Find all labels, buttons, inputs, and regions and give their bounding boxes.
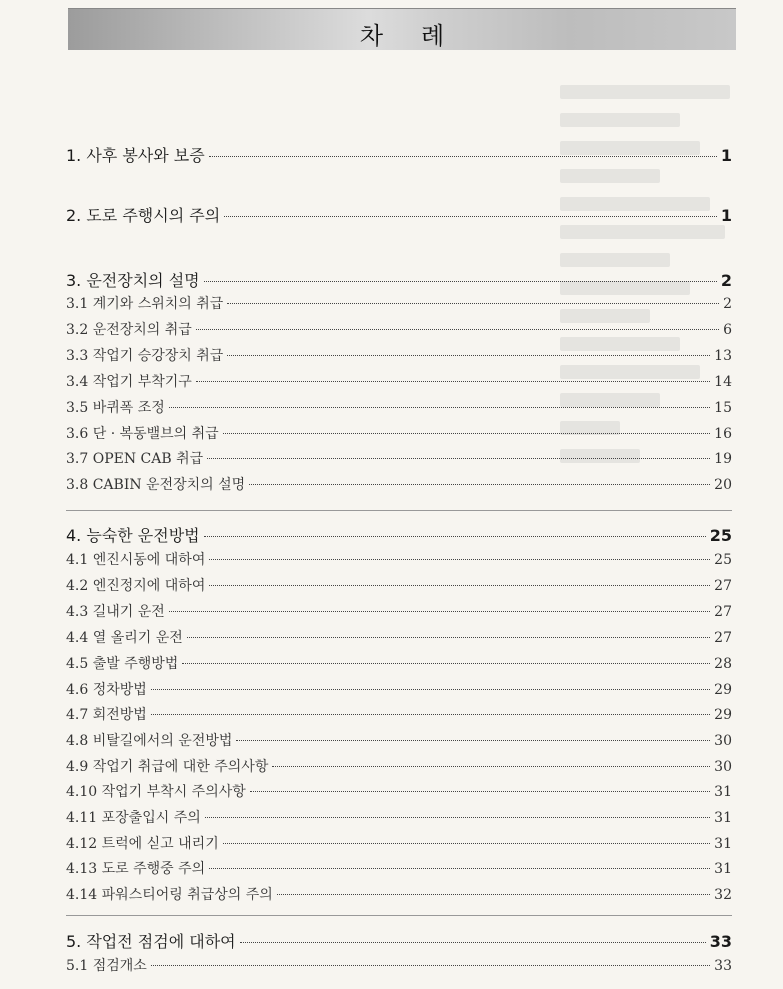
dot-leader bbox=[169, 611, 710, 612]
toc-page-number: 27 bbox=[714, 578, 732, 594]
dot-leader bbox=[169, 407, 710, 408]
toc-page-number: 31 bbox=[714, 810, 732, 826]
dot-leader bbox=[209, 868, 710, 869]
toc-page-number: 25 bbox=[709, 526, 732, 545]
toc-entry-label: 4.10 작업기 부착시 주의사항 bbox=[66, 784, 246, 800]
toc-entry-label: 4.9 작업기 취급에 대한 주의사항 bbox=[66, 759, 269, 775]
dot-leader bbox=[277, 894, 710, 895]
toc-section-entry[interactable] bbox=[66, 756, 732, 776]
toc-section-entry[interactable] bbox=[66, 884, 732, 904]
toc-page-number: 6 bbox=[723, 322, 732, 338]
toc-chapter-entry[interactable] bbox=[66, 929, 732, 952]
toc-entry-label: 3.3 작업기 승강장치 취급 bbox=[66, 348, 224, 364]
toc-entry-label: 3.2 운전장치의 취급 bbox=[66, 322, 192, 338]
dot-leader bbox=[223, 433, 710, 434]
toc-page-number: 33 bbox=[714, 958, 732, 974]
dot-leader bbox=[209, 585, 710, 586]
dot-leader bbox=[187, 637, 710, 638]
dot-leader bbox=[236, 740, 710, 741]
toc-entry-label: 3.4 작업기 부착기구 bbox=[66, 374, 192, 390]
section-divider bbox=[66, 510, 732, 511]
dot-leader bbox=[272, 766, 710, 767]
toc-section-entry[interactable] bbox=[66, 345, 732, 365]
dot-leader bbox=[209, 559, 710, 560]
toc-section-entry[interactable] bbox=[66, 653, 732, 673]
toc-entry-label: 3.1 계기와 스위치의 취급 bbox=[66, 296, 224, 312]
toc-entry-label: 5. 작업전 점검에 대하여 bbox=[66, 932, 236, 951]
toc-section-entry[interactable] bbox=[66, 448, 732, 468]
toc-entry-label: 3. 운전장치의 설명 bbox=[66, 271, 200, 290]
toc-section-entry[interactable] bbox=[66, 807, 732, 827]
dot-leader bbox=[151, 965, 710, 966]
toc-section-entry[interactable] bbox=[66, 679, 732, 699]
toc-entry-label: 3.6 단 · 복동밸브의 취급 bbox=[66, 426, 219, 442]
toc-page-number: 27 bbox=[714, 630, 732, 646]
toc-section-entry[interactable] bbox=[66, 627, 732, 647]
dot-leader bbox=[151, 714, 710, 715]
toc-page-number: 19 bbox=[714, 451, 732, 467]
toc-page-number: 30 bbox=[714, 759, 732, 775]
toc-section-entry[interactable] bbox=[66, 833, 732, 853]
toc-page-number: 31 bbox=[714, 784, 732, 800]
toc-section-entry[interactable] bbox=[66, 781, 732, 801]
toc-page-number: 1 bbox=[720, 146, 732, 165]
dot-leader bbox=[240, 942, 706, 943]
toc-page-number: 2 bbox=[723, 296, 732, 312]
dot-leader bbox=[250, 791, 710, 792]
section-divider bbox=[66, 915, 732, 916]
toc-page-number: 20 bbox=[714, 477, 732, 493]
toc-entry-label: 4.8 비탈길에서의 운전방법 bbox=[66, 733, 233, 749]
toc-entry-label: 1. 사후 봉사와 보증 bbox=[66, 146, 205, 165]
toc-chapter-entry[interactable] bbox=[66, 203, 732, 226]
toc-section-entry[interactable] bbox=[66, 730, 732, 750]
toc-entry-label: 4.11 포장출입시 주의 bbox=[66, 810, 201, 826]
toc-section-entry[interactable] bbox=[66, 549, 732, 569]
toc-section-entry[interactable] bbox=[66, 423, 732, 443]
toc-page-number: 15 bbox=[714, 400, 732, 416]
toc-page-number: 1 bbox=[720, 206, 732, 225]
toc-section-entry[interactable] bbox=[66, 955, 732, 975]
toc-page-number: 28 bbox=[714, 656, 732, 672]
dot-leader bbox=[204, 536, 706, 537]
toc-entry-label: 4.3 길내기 운전 bbox=[66, 604, 165, 620]
dot-leader bbox=[204, 281, 717, 282]
toc-page-number: 14 bbox=[714, 374, 732, 390]
toc-entry-label: 3.8 CABIN 운전장치의 설명 bbox=[66, 477, 246, 493]
toc-section-entry[interactable] bbox=[66, 575, 732, 595]
dot-leader bbox=[205, 817, 710, 818]
toc-page-number: 2 bbox=[720, 271, 732, 290]
dot-leader bbox=[182, 663, 710, 664]
toc-page-number: 32 bbox=[714, 887, 732, 903]
toc-chapter-entry[interactable] bbox=[66, 143, 732, 166]
header-bar bbox=[68, 8, 736, 50]
toc-entry-label: 4.12 트럭에 싣고 내리기 bbox=[66, 836, 219, 852]
toc-entry-label: 4.1 엔진시동에 대하여 bbox=[66, 552, 206, 568]
toc-page-number: 16 bbox=[714, 426, 732, 442]
dot-leader bbox=[224, 216, 717, 217]
toc-entry-label: 4.5 출발 주행방법 bbox=[66, 656, 179, 672]
toc-entry-label: 4. 능숙한 운전방법 bbox=[66, 526, 200, 545]
toc-section-entry[interactable] bbox=[66, 474, 732, 494]
toc-entry-label: 3.7 OPEN CAB 취급 bbox=[66, 451, 204, 467]
dot-leader bbox=[209, 156, 717, 157]
toc-page-number: 29 bbox=[714, 707, 732, 723]
toc-section-entry[interactable] bbox=[66, 293, 732, 313]
dot-leader bbox=[227, 303, 719, 304]
toc-section-entry[interactable] bbox=[66, 704, 732, 724]
toc-page-number: 25 bbox=[714, 552, 732, 568]
toc-entry-label: 3.5 바퀴폭 조정 bbox=[66, 400, 165, 416]
toc-page-number: 31 bbox=[714, 861, 732, 877]
toc-page-number: 30 bbox=[714, 733, 732, 749]
toc-section-entry[interactable] bbox=[66, 319, 732, 339]
dot-leader bbox=[151, 689, 710, 690]
dot-leader bbox=[196, 381, 710, 382]
toc-entry-label: 5.1 점검개소 bbox=[66, 958, 147, 974]
toc-page-number: 29 bbox=[714, 682, 732, 698]
toc-section-entry[interactable] bbox=[66, 601, 732, 621]
toc-page-number: 27 bbox=[714, 604, 732, 620]
dot-leader bbox=[223, 843, 710, 844]
page-title: 차례 bbox=[359, 22, 483, 50]
dot-leader bbox=[196, 329, 719, 330]
dot-leader bbox=[227, 355, 710, 356]
toc-section-entry[interactable] bbox=[66, 858, 732, 878]
toc-entry-label: 4.4 열 올리기 운전 bbox=[66, 630, 183, 646]
dot-leader bbox=[249, 484, 710, 485]
toc-entry-label: 4.7 회전방법 bbox=[66, 707, 147, 723]
toc-page-number: 13 bbox=[714, 348, 732, 364]
toc-chapter-entry[interactable] bbox=[66, 268, 732, 291]
toc-entry-label: 4.2 엔진정지에 대하여 bbox=[66, 578, 206, 594]
toc-entry-label: 4.13 도로 주행중 주의 bbox=[66, 861, 206, 877]
toc-chapter-entry[interactable] bbox=[66, 523, 732, 546]
toc-entry-label: 4.6 정차방법 bbox=[66, 682, 147, 698]
toc-section-entry[interactable] bbox=[66, 371, 732, 391]
toc-entry-label: 4.14 파워스티어링 취급상의 주의 bbox=[66, 887, 273, 903]
dot-leader bbox=[207, 458, 710, 459]
toc-page-number: 33 bbox=[709, 932, 732, 951]
toc-section-entry[interactable] bbox=[66, 397, 732, 417]
toc-entry-label: 2. 도로 주행시의 주의 bbox=[66, 206, 221, 225]
toc-page-number: 31 bbox=[714, 836, 732, 852]
